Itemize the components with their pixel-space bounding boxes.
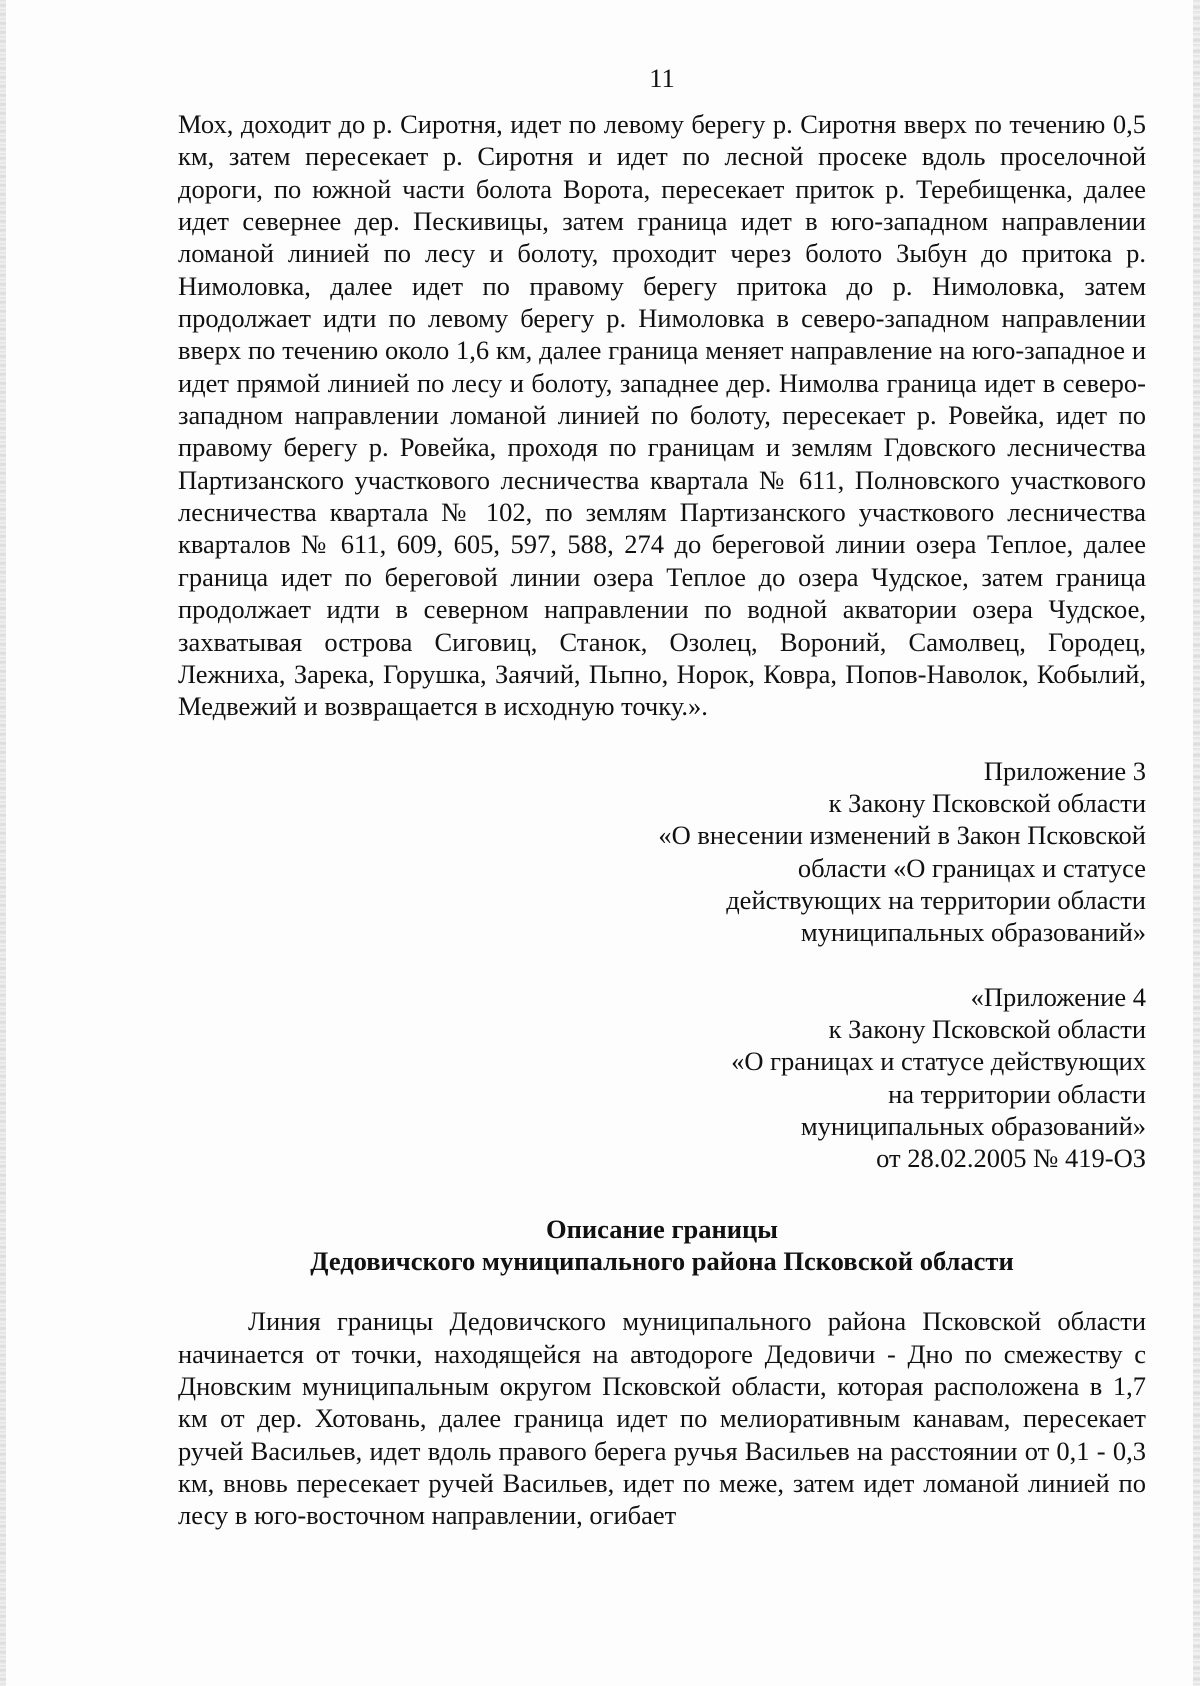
annex-4-line: к Закону Псковской области — [828, 1013, 1146, 1044]
annex-3-line: «О внесении изменений в Закон Псковской — [658, 820, 1146, 851]
annex-4-block — [178, 981, 1146, 1175]
annex-3-line: к Закону Псковской области — [828, 787, 1146, 818]
annex-3-line: действующих на территории области — [726, 884, 1146, 915]
annex-4-line: муниципальных образований» — [800, 1110, 1146, 1141]
continuation-paragraph: Мох, доходит до р. Сиротня, идет по левому берегу р. Сиротня вверх по течению 0,5 км, затем пересекает р. Сиротня и идет по лесной просеке вдоль проселочной дороги, по южной части болота Ворота, пересекает приток р. Теребищенка, далее идет севернее дер. Пескивицы, затем граница идет в юго-западном направлении ломаной линией по лесу и болоту, проходит через болото Зыбун до притока р. Нимоловка, далее идет по правому берегу притока до р. Нимоловка, затем продолжает идти по левому берегу р. Нимоловка в северо-западном направлении вверх по течению около 1,6 км, далее граница меняет направление на юго-западное и идет прямой линией по лесу и болоту, западнее дер. Нимолва граница идет в северо-западном направлении ломаной линией по болоту, пересекает р. Ровейка, идет по правому берегу р. Ровейка, проходя по границам и землям Гдовского лесничества Партизанского участкового лесничества квартала № 611, Полновского участкового лесничества квартала № 102, по землям Партизанского участкового лесничества кварталов № 611, 609, 605, 597, 588, 274 до береговой линии озера Теплое, далее граница идет по береговой линии озера Теплое до озера Чудское, затем граница продолжает идти в северном направлении по водной акватории озера Чудское, захватывая острова Сиговиц, Станок, Озолец, Вороний, Самолвец, Городец, Лежниха, Зарека, Горушка, Заячий, Пьпно, Норок, Ковра, Попов-Наволок, Кобылий, Медвежий и возвращается в исходную точку.». — [178, 109, 1146, 722]
annex-4-line: на территории области — [888, 1078, 1146, 1109]
annex-4-line: «Приложение 4 — [970, 981, 1146, 1012]
heading-line-1: Описание границы — [546, 1213, 778, 1244]
page-number: 11 — [649, 63, 675, 93]
scan-edge-left — [0, 0, 6, 1686]
scan-edge-right — [1193, 0, 1200, 1686]
annex-3-line: муниципальных образований» — [800, 917, 1146, 948]
page-content — [178, 62, 1146, 1532]
section-heading — [178, 1213, 1146, 1278]
body-paragraph: Линия границы Дедовичского муниципального района Псковской области начинается от точки, находящейся на автодороге Дедовичи - Дно по смежеству с Дновским муниципальным округом Псковской области, которая расположена в 1,7 км от дер. Хотовань, далее граница идет по мелиоративным канавам, пересекает ручей Васильев, идет вдоль правого берега ручья Васильев на расстоянии от 0,1 - 0,3 км, вновь пересекает ручей Васильев, идет по меже, затем идет ломаной линией по лесу в юго-восточном направлении, огибает — [178, 1306, 1146, 1531]
annex-3-line: области «О границах и статусе — [797, 852, 1146, 883]
annex-4-line: «О границах и статусе действующих — [731, 1046, 1146, 1077]
annex-3-line: Приложение 3 — [983, 755, 1146, 786]
heading-line-2: Дедовичского муниципального района Псковской области — [310, 1246, 1014, 1276]
annex-3-block — [178, 755, 1146, 949]
annex-4-line: от 28.02.2005 № 419-ОЗ — [876, 1143, 1146, 1174]
